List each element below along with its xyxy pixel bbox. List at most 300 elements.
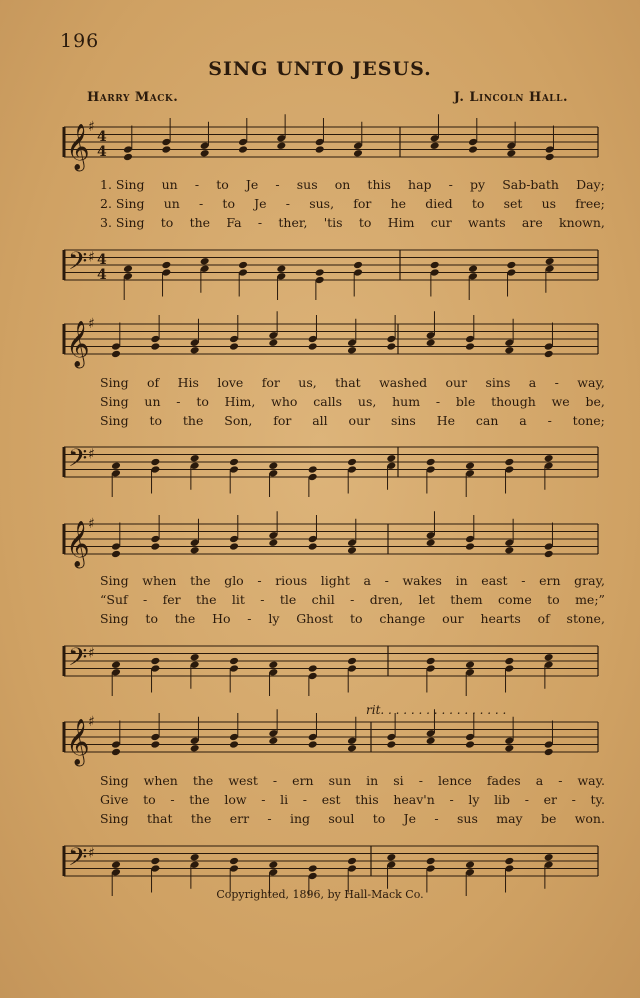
lyric-syllable: He [436,413,456,428]
note-head [150,458,160,467]
note-head [544,550,554,559]
lyric-syllable: to [547,592,560,607]
ritardando-mark: rit. . . . . . . . . . . . . . . . . [366,703,507,717]
lyric-syllable: un [161,177,178,192]
lyric-syllable: our [445,375,468,390]
sharp-icon: ♯ [88,119,95,135]
lyric-syllable: be [540,811,557,826]
note-head [426,857,436,866]
lyric-syllable: Sing [100,773,129,788]
lyric-syllable: - [260,592,265,607]
sharp-icon: ♯ [88,446,95,463]
note-head [315,268,325,277]
lyric-syllable: ty. [590,792,605,807]
note-head [430,261,440,270]
lyric-syllable: - [434,811,439,826]
lyric-syllable: Sing [100,394,129,409]
note-head [545,257,555,266]
note-head [276,264,286,273]
lyric-syllable: sus [456,811,478,826]
lyric-syllable: known, [559,215,605,230]
lyric-syllable: a [528,375,537,390]
note-head [504,744,514,753]
note-head [347,346,357,355]
lyric-syllable: un [144,394,161,409]
lyric-verse-line [100,413,605,428]
note-head [544,454,554,463]
note-head [308,465,318,474]
note-head [229,740,239,749]
lyric-syllable: this [355,792,379,807]
lyric-syllable: Sing [100,573,129,588]
note-head [268,461,278,470]
lyric-syllable: to [372,811,386,826]
note-head [190,744,200,753]
lyric-syllable: when [143,773,178,788]
note-head [200,257,210,266]
lyric-syllable: fades [486,773,521,788]
lyric-syllable: come [497,592,532,607]
lyric-syllable: - [267,811,272,826]
lyric-syllable: cur [430,215,452,230]
lyric-verse-line [100,773,605,788]
lyric-syllable: - [170,792,175,807]
time-signature-top: 4 [97,129,107,145]
lyric-syllable: - [199,196,204,211]
lyric-syllable: to [160,215,174,230]
lyric-syllable: to [145,611,158,626]
lyric-syllable: ther, [278,215,308,230]
lyric-syllable: Son, [224,413,253,428]
lyric-syllable: the [196,592,217,607]
note-head [544,853,554,862]
lyric-syllable: 2. Sing [100,196,145,211]
note-head [386,454,396,463]
note-head [386,342,396,351]
lyric-syllable: Je [254,196,267,211]
bass-clef-icon: 𝄢 [68,643,88,678]
lyric-syllable: the [182,413,204,428]
note-head [229,342,239,351]
lyric-syllable: in [366,773,379,788]
lyric-syllable: - [384,573,389,588]
note-head [386,740,396,749]
lyricist-credit: Harry Mack. [87,90,179,105]
note-head [353,261,363,270]
lyric-syllable: tone; [572,413,605,428]
lyric-verse-line [100,792,605,807]
lyric-syllable: can [475,413,499,428]
lyric-syllable: way. [577,773,605,788]
lyric-syllable: 1. Sing [100,177,145,192]
note-head [161,261,171,270]
time-signature-bottom: 4 [97,144,107,160]
note-head [506,149,516,158]
lyric-syllable: est [321,792,341,807]
note-head [200,149,210,158]
lyric-syllable: 'tis [323,215,343,230]
lyric-syllable: - [449,792,454,807]
note-head [229,458,239,467]
lyric-syllable: set [503,196,523,211]
lyric-syllable: all [312,413,328,428]
lyric-syllable: ing [289,811,311,826]
lyric-syllable: 3. Sing [100,215,145,230]
lyric-syllable: glo [224,573,244,588]
lyric-syllable: our [348,413,371,428]
lyric-syllable: sins [390,413,416,428]
lyric-syllable: that [335,375,361,390]
lyric-syllable: dren, [369,592,404,607]
treble-clef-icon: 𝄞 [66,521,90,567]
note-head [308,864,318,873]
note-head [465,461,475,470]
lyric-syllable: ly [468,792,480,807]
lyric-syllable: to [216,177,229,192]
lyric-verse-line [100,394,605,409]
lyric-syllable: to [471,196,485,211]
composer-credit: J. Lincoln Hall. [453,90,568,105]
note-head [347,458,357,467]
lyric-syllable: this [367,177,391,192]
lyric-syllable: Ghost [296,611,334,626]
lyric-syllable: them [450,592,483,607]
lyric-syllable: - [257,215,263,230]
lyric-syllable: are [521,215,543,230]
lyric-syllable: hearts [480,611,521,626]
copyright-notice: Copyrighted, 1896, by Hall-Mack Co. [216,888,424,901]
lyric-verse-line [100,215,605,230]
lyric-syllable: to [149,413,163,428]
lyric-syllable: to [349,611,363,626]
lyric-verse-line [100,611,605,626]
treble-clef-icon: 𝄞 [66,719,90,765]
lyric-syllable: - [257,573,262,588]
lyric-syllable: Sab-bath [502,177,559,192]
bass-clef-icon: 𝄢 [68,247,88,282]
lyric-syllable: Je [245,177,259,192]
note-head [238,145,248,154]
treble-staff [0,304,640,374]
rit-label: rit [366,703,381,717]
note-head [430,141,440,150]
note-head [190,346,200,355]
note-head [545,153,555,162]
lyric-syllable: when [142,573,177,588]
note-head [268,660,278,669]
lyric-syllable: light [320,573,350,588]
hymn-title: SING UNTO JESUS. [208,58,432,80]
lyric-syllable: - [554,375,559,390]
note-head [504,857,514,866]
lyric-syllable: sus [296,177,318,192]
note-head [150,542,160,551]
note-head [353,149,363,158]
lyric-syllable: let [418,592,435,607]
note-head [229,542,239,551]
note-head [347,657,357,666]
lyric-syllable: ly [268,611,280,626]
note-head [544,748,554,757]
lyric-syllable: - [275,177,280,192]
note-head [268,860,278,869]
lyric-syllable: to [196,394,209,409]
lyric-syllable: the [189,215,211,230]
lyric-syllable: ern [539,573,561,588]
note-head [276,141,286,150]
lyric-syllable: hap [408,177,432,192]
lyric-syllable: “Suf [100,592,128,607]
note-head [150,857,160,866]
lyric-syllable: py [470,177,486,192]
lyric-syllable: Him [387,215,415,230]
lyric-syllable: Sing [100,811,129,826]
lyric-syllable: soul [328,811,355,826]
note-head [504,546,514,555]
lyric-syllable: low [224,792,247,807]
lyric-syllable: rious [275,573,308,588]
lyric-syllable: of [537,611,550,626]
note-head [111,748,121,757]
lyric-syllable: fer [162,592,181,607]
lyric-syllable: wakes [402,573,442,588]
lyric-syllable: may [496,811,523,826]
lyric-syllable: - [194,177,200,192]
lyric-syllable: gray, [574,573,605,588]
lyric-syllable: won. [574,811,605,826]
note-head [468,145,478,154]
lyric-syllable: stone, [566,611,605,626]
note-head [268,736,278,745]
treble-staff [0,702,640,772]
lyric-syllable: Je [403,811,417,826]
note-head [426,538,436,547]
lyric-syllable: - [272,773,278,788]
lyric-syllable: Day; [576,177,605,192]
sharp-icon: ♯ [88,645,95,662]
note-head [229,857,239,866]
lyric-syllable: wants [468,215,506,230]
lyric-syllable: the [189,792,210,807]
lyric-syllable: the [192,773,214,788]
lyric-syllable: - [350,592,355,607]
note-head [150,740,160,749]
lyric-syllable: lit [231,592,245,607]
lyric-syllable: a [519,413,527,428]
lyric-syllable: he [390,196,407,211]
note-head [347,857,357,866]
lyric-syllable: - [547,413,552,428]
note-head [347,744,357,753]
note-head [465,542,475,551]
note-head [268,338,278,347]
treble-staff [0,504,640,574]
lyric-syllable: Him, [224,394,256,409]
lyric-syllable: died [425,196,453,211]
note-head [308,740,318,749]
note-head [544,653,554,662]
note-head [504,346,514,355]
lyric-syllable: that [146,811,173,826]
lyric-syllable: though [491,394,536,409]
lyric-syllable: Give [100,792,129,807]
bass-clef-icon: 𝄢 [68,843,88,878]
lyric-syllable: free; [575,196,605,211]
lyric-syllable: - [261,792,266,807]
note-head [506,261,516,270]
lyric-syllable: - [558,773,563,788]
lyric-syllable: Ho [212,611,231,626]
lyric-syllable: - [435,394,441,409]
lyric-syllable: sun [328,773,352,788]
note-head [347,546,357,555]
lyric-syllable: way, [577,375,605,390]
note-head [465,342,475,351]
note-head [229,657,239,666]
lyric-syllable: for [353,196,372,211]
bass-staff [0,427,640,497]
lyric-syllable: me;” [575,592,605,607]
lyric-syllable: si [393,773,404,788]
lyric-syllable: our [442,611,464,626]
note-head [111,461,121,470]
lyric-syllable: - [524,792,529,807]
note-head [386,853,396,862]
lyric-syllable: to [222,196,235,211]
lyric-syllable: we [551,394,570,409]
lyric-syllable: chil [311,592,335,607]
sharp-icon: ♯ [88,714,95,730]
note-head [111,860,121,869]
lyric-syllable: - [285,196,291,211]
lyric-syllable: change [379,611,426,626]
note-head [315,145,325,154]
lyric-syllable: - [302,792,308,807]
note-head [308,664,318,673]
note-head [190,653,200,662]
lyric-syllable: us, [298,375,317,390]
lyric-syllable: who [271,394,298,409]
treble-clef-icon: 𝄞 [66,124,90,170]
lyric-syllable: be, [585,394,605,409]
lyric-verse-line [100,196,605,211]
lyric-syllable: us, [357,394,377,409]
note-head [190,454,200,463]
lyric-syllable: the [190,811,212,826]
note-head [111,550,121,559]
lyric-syllable: Fa [226,215,242,230]
lyric-syllable: ble [455,394,476,409]
lyric-verse-line [100,573,605,588]
lyric-syllable: sins [485,375,511,390]
sharp-icon: ♯ [88,845,95,862]
note-head [308,342,318,351]
lyric-syllable: Sing [100,413,129,428]
lyric-syllable: sus, [309,196,335,211]
lyric-syllable: west [228,773,258,788]
note-head [150,657,160,666]
note-head [238,261,248,270]
time-signature-top: 4 [97,252,107,268]
bass-staff [0,626,640,696]
lyric-syllable: Sing [100,375,129,390]
note-head [504,458,514,467]
bass-clef-icon: 𝄢 [68,444,88,479]
lyric-syllable: of [147,375,160,390]
lyric-verse-line [100,592,605,607]
note-head [468,264,478,273]
lyric-verse-line [100,177,605,192]
treble-staff [0,107,640,177]
page-number: 196 [60,30,100,52]
lyric-syllable: calls [313,394,343,409]
lyric-syllable: heav'n [393,792,435,807]
lyric-syllable: li [280,792,289,807]
lyric-syllable: His [177,375,199,390]
note-head [123,264,133,273]
lyric-syllable: - [571,792,576,807]
lyric-syllable: us [541,196,557,211]
time-signature-bottom: 4 [97,267,107,283]
lyric-verse-line [100,811,605,826]
note-head [150,342,160,351]
lyric-syllable: to [143,792,156,807]
lyric-syllable: love [217,375,244,390]
lyric-syllable: the [174,611,196,626]
lyric-syllable: - [143,592,148,607]
note-head [544,350,554,359]
note-head [504,657,514,666]
bass-staff [0,826,640,896]
lyric-syllable: un [163,196,180,211]
lyric-syllable: tle [279,592,297,607]
bass-staff [0,230,640,300]
lyric-syllable: - [521,573,526,588]
lyric-syllable: for [273,413,292,428]
sharp-icon: ♯ [88,249,95,266]
lyric-syllable: - [448,177,453,192]
note-head [161,145,171,154]
note-head [123,153,133,162]
lyric-syllable: for [261,375,280,390]
note-head [426,657,436,666]
note-head [426,458,436,467]
note-head [426,736,436,745]
note-head [465,740,475,749]
lyric-syllable: lence [437,773,472,788]
lyric-syllable: err [229,811,250,826]
lyric-syllable: Sing [100,611,129,626]
note-head [111,660,121,669]
sharp-icon: ♯ [88,516,95,532]
lyric-syllable: to [358,215,372,230]
lyric-syllable: the [190,573,211,588]
lyric-syllable: - [247,611,252,626]
note-head [426,338,436,347]
sharp-icon: ♯ [88,316,95,332]
lyric-syllable: lib [494,792,511,807]
lyric-syllable: a [535,773,544,788]
note-head [190,546,200,555]
lyric-verse-line [100,375,605,390]
note-head [111,350,121,359]
lyric-syllable: er [543,792,557,807]
lyric-syllable: hum [392,394,421,409]
lyric-syllable: on [334,177,351,192]
lyric-syllable: - [176,394,181,409]
lyric-syllable: - [418,773,423,788]
lyric-syllable: ern [292,773,314,788]
